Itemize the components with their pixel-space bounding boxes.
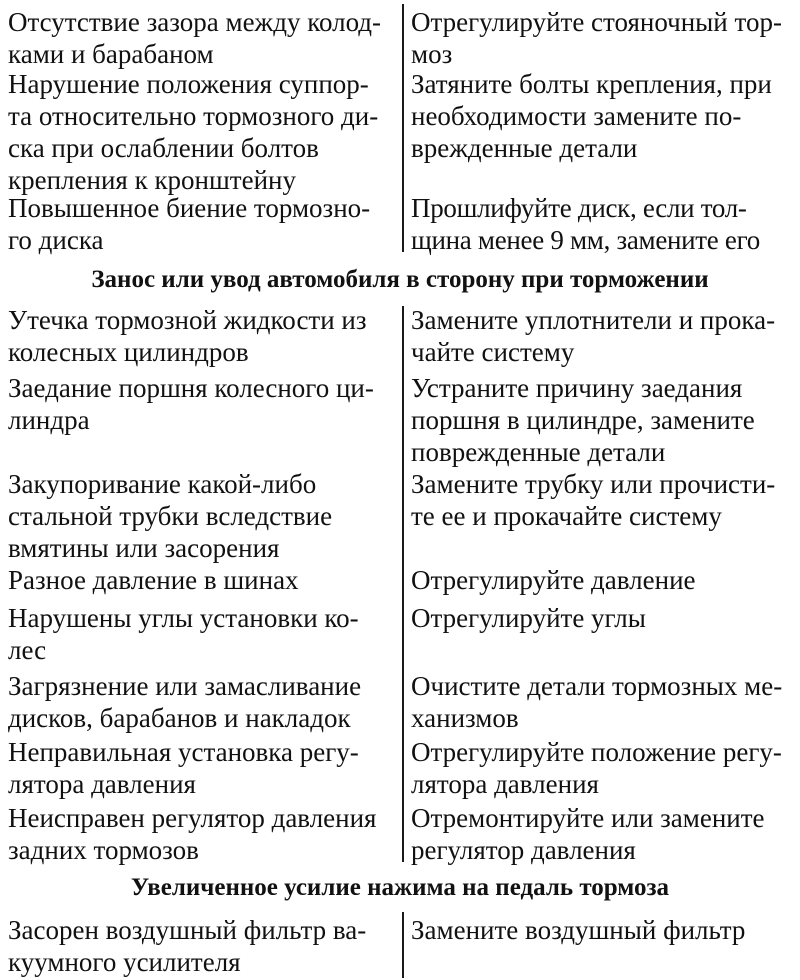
table-row (0, 6, 800, 70)
cause-cell: Утечка тормозной жидкости из колесных цилиндров (8, 305, 367, 367)
cause-cell: Закупоривание какой-либо стальной трубки вследствие вмятины или засорения (8, 469, 333, 563)
cause-cell: Нарушение положения суппор- та относительно тормозного ди- ска при ослаблении болтов крепления к кронштейну (8, 69, 379, 195)
cause-cell: Неисправен регулятор давления задних тормозов (8, 803, 377, 865)
cause-cell: Засорен воздушный фильтр ва- куумного усилителя (8, 915, 367, 977)
table-row (0, 68, 800, 196)
cause-cell: Разное давление в шинах (8, 565, 299, 595)
remedy-cell: Замените воздушный фильтр (411, 915, 746, 945)
remedy-cell: Замените уплотнители и прока- чайте систему (411, 305, 776, 367)
section-heading-pedal: Увеличенное усилие нажима на педаль тормоза (130, 874, 670, 901)
table-row (0, 670, 800, 734)
table-row (0, 304, 800, 368)
table-section-skid (0, 304, 800, 864)
table-row (0, 736, 800, 800)
remedy-cell: Отрегулируйте положение регу- лятора давления (411, 737, 782, 799)
remedy-cell: Затяните болты крепления, при необходимости замените по- врежденные детали (411, 69, 772, 163)
cause-cell: Отсутствие зазора между колод- ками и барабаном (8, 7, 382, 69)
remedy-cell: Отрегулируйте углы (411, 603, 646, 633)
remedy-cell: Отрегулируйте стояночный тор- моз (411, 7, 782, 69)
remedy-cell: Отрегулируйте давление (411, 565, 696, 595)
table-section-continued (0, 2, 800, 254)
cause-cell: Повышенное биение тормозно- го диска (8, 193, 371, 255)
cause-cell: Нарушены углы установки ко- лес (8, 603, 359, 665)
cause-cell: Неправильная установка регу- лятора давления (8, 737, 359, 799)
table-row (0, 372, 800, 468)
table-row (0, 802, 800, 866)
cause-cell: Загрязнение или замасливание дисков, барабанов и накладок (8, 671, 362, 733)
table-row (0, 192, 800, 256)
table-row (0, 468, 800, 564)
remedy-cell: Отремонтируйте или замените регулятор давления (411, 803, 765, 865)
cause-cell: Заедание поршня колесного ци- линдра (8, 373, 374, 435)
table-section-pedal (0, 910, 800, 980)
table-row (0, 914, 800, 978)
remedy-cell: Очистите детали тормозных ме- ханизмов (411, 671, 783, 733)
remedy-cell: Замените трубку или прочисти- те ее и прокачайте систему (411, 469, 776, 531)
section-heading-skid: Занос или увод автомобиля в сторону при торможении (91, 266, 709, 293)
table-row (0, 564, 800, 596)
remedy-cell: Устраните причину заедания поршня в цилиндре, замените поврежденные детали (411, 373, 755, 467)
remedy-cell: Прошлифуйте диск, если тол- щина менее 9 мм, замените его (411, 193, 760, 255)
table-row (0, 602, 800, 666)
